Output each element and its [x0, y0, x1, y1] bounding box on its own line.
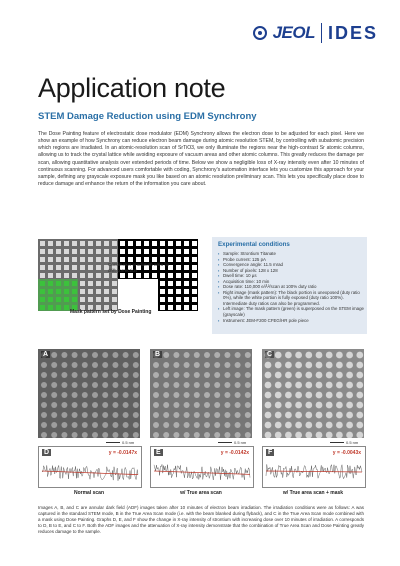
plot-label: F [268, 449, 273, 456]
mask-caption: Mask pattern set by Dose Painting [70, 309, 152, 315]
mask-callout: Continuous irradiation area for drift correction [108, 262, 170, 273]
experimental-item: ▪ Instrument: JEM-F200 CFEG/HR pole piece [218, 318, 364, 324]
column-caption: Normal scan [73, 490, 104, 496]
experimental-item: ▪ Dwell time: 10 µs [218, 273, 364, 279]
plot-slope: y = -0.0043x [332, 450, 361, 456]
panel-label: B [155, 351, 161, 358]
scale-bar [218, 442, 232, 443]
adf-lattice-c [262, 349, 364, 438]
scale-label: 0.5 nm [234, 440, 247, 445]
panel-label: C [267, 351, 273, 358]
ides-logo-text: IDES [327, 22, 378, 43]
scale-bar [330, 442, 344, 443]
experimental-item: ▪ Left image: The mask pattern (green) is superposed on the STEM image (grayscale) [218, 306, 364, 317]
xray-plot-f [262, 446, 366, 488]
footnote-paragraph: Images A, B, and C are annular dark field (ADF) images taken after 10 minutes of electron beam irradiation. The irradiation conditions were as follows: A was captured in the standard STEM mode, B in the True Area Scan mode (i.e. with the beam blanked during flyback), and C in the True Area Scan mode combined with a mask using Dose Painting. Graphs D, E, and F show the change in X-ray intensity of strontium with increasing dose over 10 minutes of irradiation. A corresponds to D, B to E, and C to F. Both the ADF images and the attenuation of X-ray intensity demonstrate that the combination of True Area Scan and Dose Painting greatly reduces damage to the sample. [38, 505, 364, 535]
xray-plot-d [38, 446, 142, 488]
experimental-item: ▪ Probe current: 125 pA [218, 257, 364, 263]
experimental-item: ▪ Convergence angle: 11.5 mrad [218, 262, 364, 268]
adf-lattice-b [150, 349, 252, 438]
experimental-item: ▪ Right image (mask pattern): The black portion is unexposed (duty ratio 0%), while the white portion is fully exposed (duty ratio 100%). Intermediate duty ratios can also be programmed. [218, 290, 364, 307]
page-subtitle: STEM Damage Reduction using EDM Synchrony [38, 111, 257, 122]
experimental-item: ▪ Dose rate: 110,000 e/Å²/scan at 100% duty ratio [218, 284, 364, 290]
adf-lattice-a [38, 349, 140, 438]
experimental-item: ▪ Number of pixels: 128 x 128 [218, 268, 364, 274]
intro-paragraph: The Dose Painting feature of electrostatic dose modulator (EDM) Synchrony allows the electron dose to be adjusted for each pixel. Here we show an example of how Synchrony can reduce electron beam damage during atomic resolution STEM, by controlling with subatomic precision which regions are irradiated. In an atomic-resolution scan of SrTiO3, we only illuminate the regions near the high-contrast Sr atomic columns, allowing us to track the crystal lattice while avoiding exposure of vacuum areas and other atomic columns. This greatly reduces the damage per scan, allowing quantitative analysis over extended periods of time. Below we show a negligible loss of X-ray intensity even after 10 minutes of continuous scanning. For advanced users comfortable with coding, Synchrony's automation interface lets you customize this approach for your sample, defining any grayscale exposure mask you like based on an atomic resolution preliminary scan. This lets you specifically place dose to reduce damage and enhance the return of the information you care about. [38, 131, 364, 188]
column-caption: w/ True area scan + mask [282, 490, 344, 496]
scale-label: 0.5 nm [122, 440, 135, 445]
experimental-conditions-box [212, 237, 367, 334]
scale-bar [106, 442, 120, 443]
header-logos [253, 22, 378, 44]
experimental-list [218, 251, 364, 323]
plot-label: D [44, 449, 50, 456]
column-caption: w/ True area scan [180, 490, 222, 496]
logo-separator [321, 23, 322, 43]
plot-slope: y = -0.0147x [108, 450, 137, 456]
experimental-item: ▪ Acquisition time: 10 min [218, 279, 364, 285]
adf-image-b [150, 349, 252, 438]
scale-label: 0.5 nm [346, 440, 359, 445]
jeol-logo-text: JEOL [272, 23, 315, 42]
xray-plot-e [150, 446, 254, 488]
adf-image-a [38, 349, 140, 438]
mask-image [38, 239, 198, 311]
mask-figure [38, 239, 198, 334]
page-title: Application note [38, 73, 226, 103]
jeol-logo-icon [253, 26, 267, 40]
adf-image-c [262, 349, 364, 438]
panel-label: A [43, 351, 49, 358]
experimental-item: ▪ Sample: Strontium Titanate [218, 251, 364, 257]
experimental-title: Experimental conditions [218, 241, 290, 248]
mask-pattern-image [38, 239, 198, 311]
plot-label: E [156, 449, 161, 456]
plot-slope: y = -0.0142x [220, 450, 249, 456]
